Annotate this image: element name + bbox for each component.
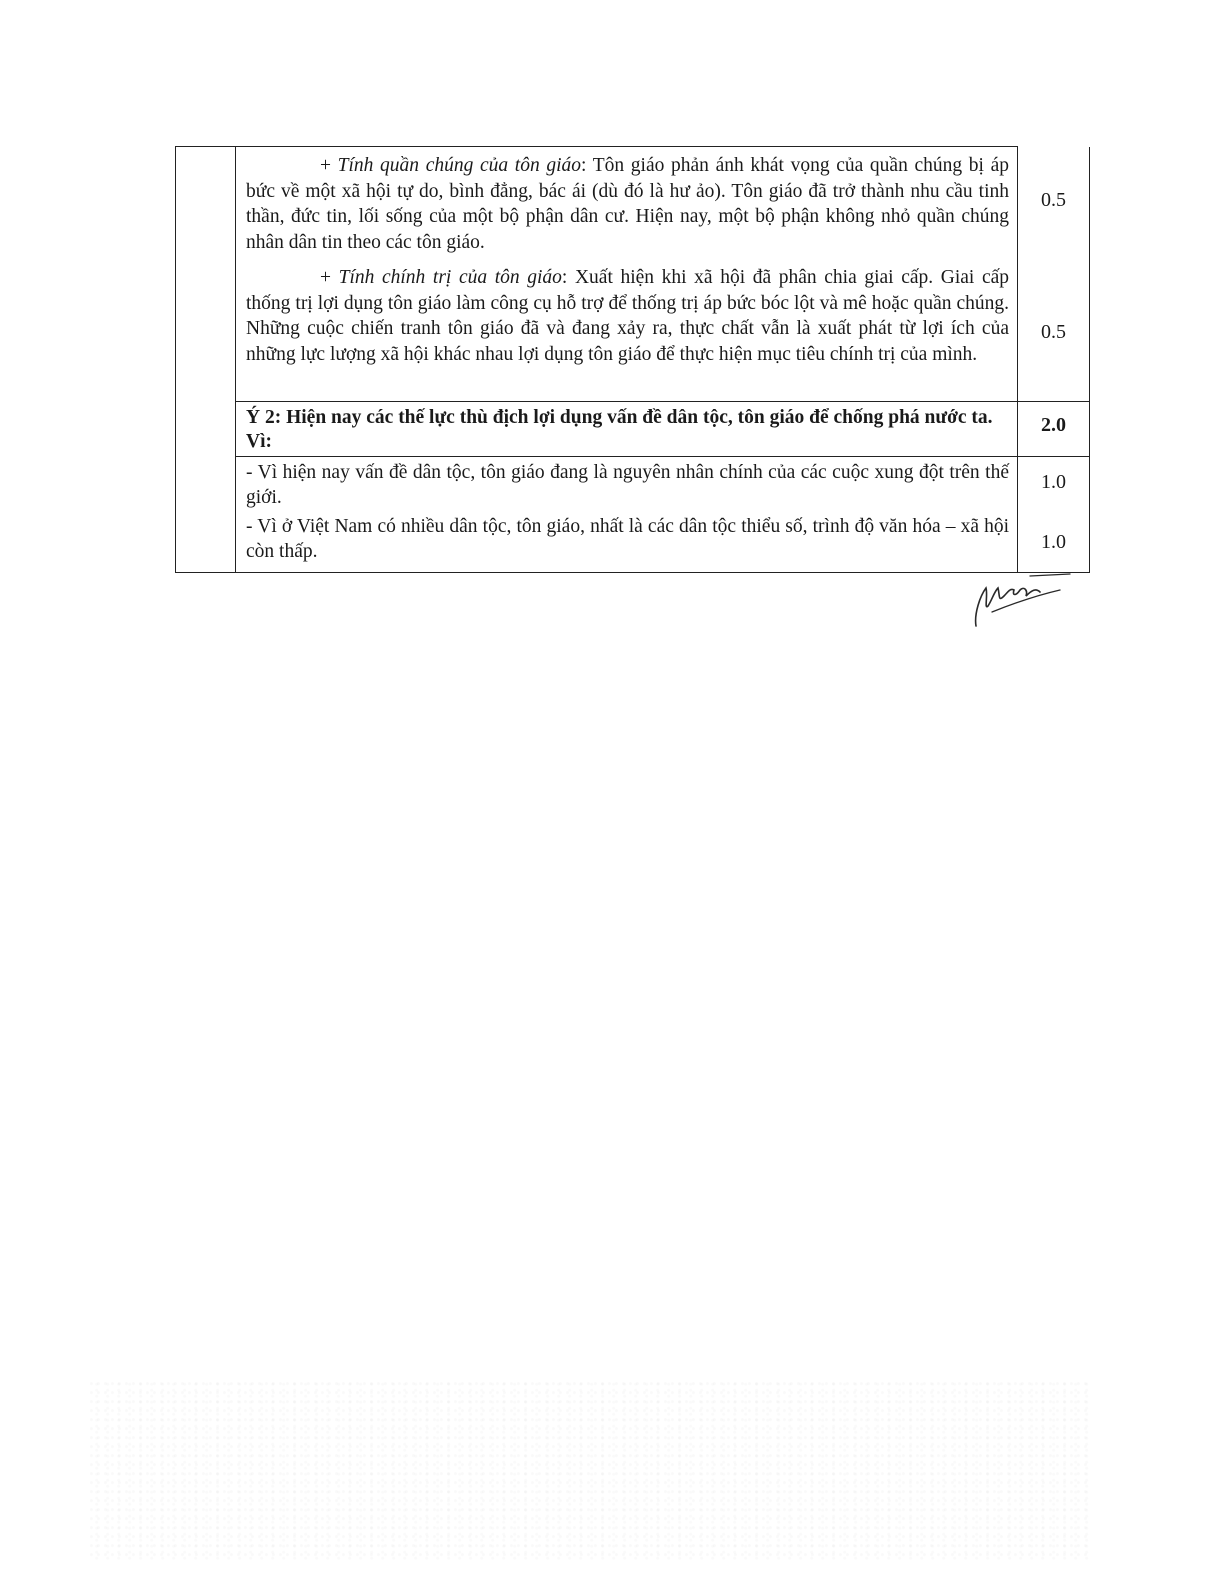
score-cell — [1018, 147, 1090, 402]
list-item: - Vì hiện nay vấn đề dân tộc, tôn giáo đang là nguyên nhân chính của các cuộc xung đột trên thế giới. — [246, 461, 1009, 508]
signature-mark — [962, 566, 1072, 630]
score-value: 0.5 — [1041, 188, 1066, 211]
score-cell — [1018, 401, 1090, 456]
scan-noise — [90, 1380, 1090, 1560]
term-political-character: Tính chính trị của tôn giáo — [338, 267, 562, 288]
score-value: 2.0 — [1041, 413, 1066, 436]
bullet-prefix: + — [320, 155, 338, 176]
score-value: 1.0 — [1041, 530, 1066, 553]
content-cell — [236, 147, 1018, 402]
reasons-cell — [236, 456, 1018, 572]
list-item: - Vì ở Việt Nam có nhiều dân tộc, tôn giáo, nhất là các dân tộc thiểu số, trình độ văn hóa – xã hội còn thấp. — [246, 515, 1009, 562]
question-cell — [176, 147, 236, 573]
paragraph-text: : Tôn giáo phản ánh khát vọng của quần chúng bị áp bức về một xã hội tự do, bình đẳng, bác ái (dù đó là hư ảo). Tôn giáo đã trở thành nhu cầu tinh thần, đức tin, lối sống của một bộ phận dân cư. Hiện nay, một bộ phận không nhỏ quần chúng nhân dân tin theo các tôn giáo. — [246, 155, 1009, 253]
bullet-prefix: + — [320, 267, 339, 288]
score-value: 0.5 — [1041, 320, 1066, 343]
paragraph-mass-character — [246, 153, 1009, 255]
score-cell — [1018, 456, 1090, 572]
section-heading: Ý 2: Hiện nay các thế lực thù địch lợi dụng vấn đề dân tộc, tôn giáo để chống phá nước ta. Vì: — [246, 406, 993, 452]
paragraph-text: : Xuất hiện khi xã hội đã phân chia giai cấp. Giai cấp thống trị lợi dụng tôn giáo làm công cụ hỗ trợ để thống trị áp bức bóc lột và mê hoặc quần chúng. Những cuộc chiến tranh tôn giáo đã và đang xảy ra, thực chất vẫn là xuất phát từ lợi ích của những lực lượng xã hội khác nhau lợi dụng tôn giáo để thực hiện mục tiêu chính trị của mình. — [246, 267, 1009, 365]
table-row — [176, 456, 1090, 572]
score-value: 1.0 — [1041, 470, 1066, 493]
table-row — [176, 147, 1090, 402]
term-mass-character: Tính quần chúng của tôn giáo — [337, 155, 582, 176]
table-row — [176, 401, 1090, 456]
heading-cell — [236, 401, 1018, 456]
paragraph-political-character — [246, 265, 1009, 367]
answer-table — [175, 146, 1090, 573]
